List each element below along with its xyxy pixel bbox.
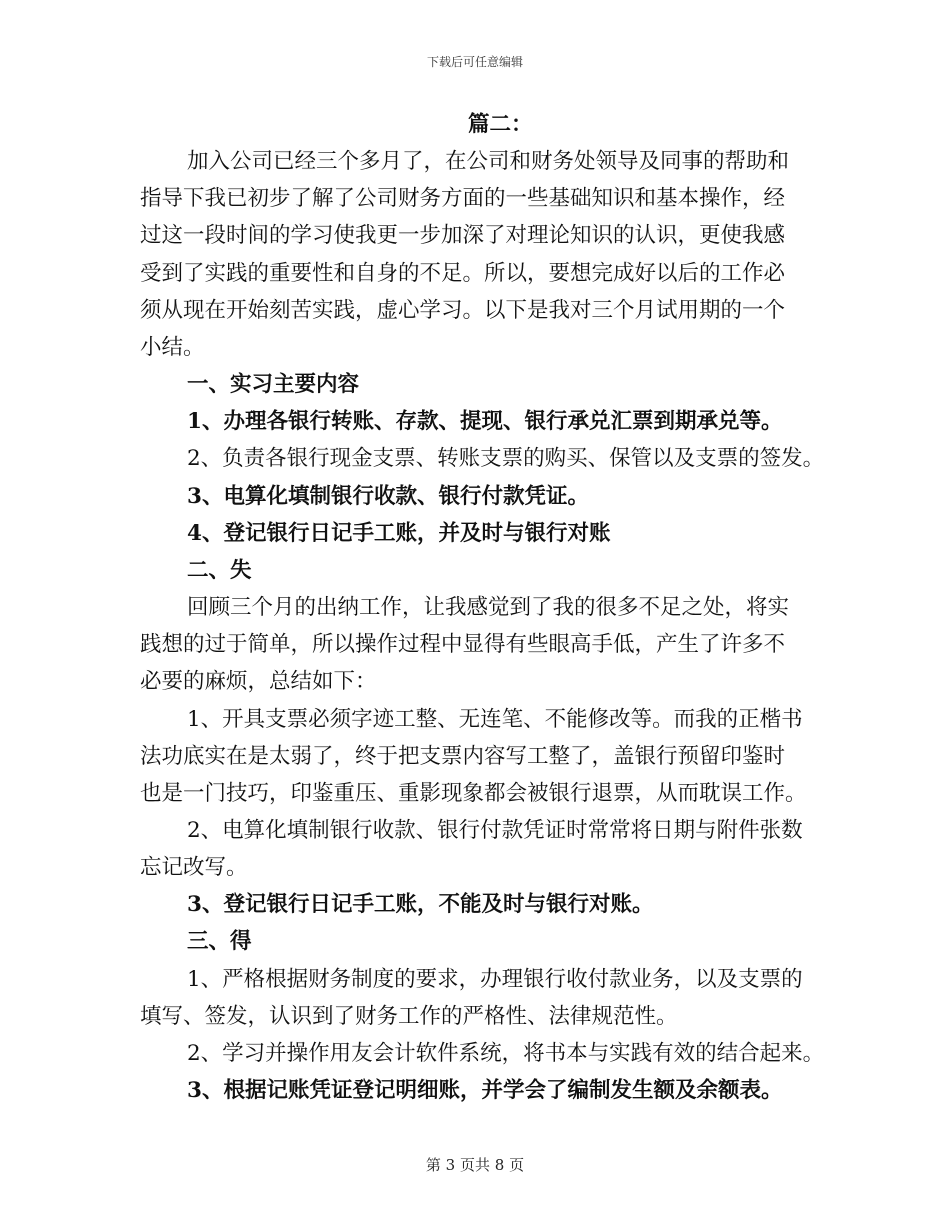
- document-title: 篇二：: [468, 112, 533, 137]
- paragraph: [140, 1035, 840, 1072]
- paragraph: [140, 403, 840, 440]
- paragraph-list: [140, 143, 840, 1109]
- paragraph: [140, 1072, 840, 1109]
- text-line: 3、登记银行日记手工账，不能及时与银行对账。: [187, 892, 654, 918]
- text-line: 2、学习并操作用友会计软件系统，将书本与实践有效的结合起来。: [187, 1040, 825, 1066]
- text-line: 指导下我已初步了解了公司财务方面的一些基础知识和基本操作，经: [140, 186, 786, 212]
- text-line: 过这一段时间的学习使我更一步加深了对理论知识的认识，更使我感: [140, 223, 786, 249]
- paragraph: [140, 366, 840, 403]
- text-line: 三、得: [187, 929, 252, 955]
- text-line: 践想的过于简单，所以操作过程中显得有些眼高手低，产生了许多不: [140, 632, 786, 658]
- text-line: 加入公司已经三个多月了，在公司和财务处领导及同事的帮助和: [187, 149, 790, 175]
- text-line: 1、办理各银行转账、存款、提现、银行承兑汇票到期承兑等。: [187, 409, 783, 435]
- paragraph: [140, 589, 840, 700]
- paragraph: [140, 440, 840, 477]
- paragraph: [140, 515, 840, 552]
- text-line: 回顾三个月的出纳工作，让我感觉到了我的很多不足之处，将实: [187, 595, 790, 621]
- text-line: 一、实习主要内容: [187, 372, 360, 398]
- text-line: 必要的麻烦，总结如下：: [140, 669, 377, 695]
- paragraph: [140, 886, 840, 923]
- paragraph: [140, 701, 840, 812]
- page-footer: 第 3 页共 8 页: [425, 1156, 525, 1174]
- text-line: 也是一门技巧，印鉴重压、重影现象都会被银行退票，从而耽误工作。: [140, 780, 807, 806]
- text-line: 2、负责各银行现金支票、转账支票的购买、保管以及支票的签发。: [187, 446, 825, 472]
- paragraph: [140, 552, 840, 589]
- text-line: 1、开具支票必须字迹工整、无连笔、不能修改等。而我的正楷书: [187, 706, 803, 732]
- page-header: 下载后可任意编辑: [426, 55, 523, 69]
- text-line: 须从现在开始刻苦实践，虚心学习。以下是我对三个月试用期的一个: [140, 297, 786, 323]
- paragraph: [140, 478, 840, 515]
- text-line: 忘记改写。: [140, 855, 248, 881]
- text-line: 受到了实践的重要性和自身的不足。所以，要想完成好以后的工作必: [140, 260, 786, 286]
- text-line: 法功底实在是太弱了，终于把支票内容写工整了，盖银行预留印鉴时: [140, 743, 786, 769]
- document-body: [140, 106, 840, 1109]
- text-line: 4、登记银行日记手工账，并及时与银行对账: [187, 520, 611, 546]
- paragraph: [140, 143, 840, 366]
- text-line: 3、电算化填制银行收款、银行付款凭证。: [187, 483, 589, 509]
- paragraph: [140, 961, 840, 1035]
- text-line: 填写、签发，认识到了财务工作的严格性、法律规范性。: [140, 1003, 678, 1029]
- text-line: 二、失: [187, 557, 252, 583]
- text-line: 1、严格根据财务制度的要求，办理银行收付款业务，以及支票的: [187, 966, 803, 992]
- text-line: 小结。: [140, 334, 205, 360]
- text-line: 2、电算化填制银行收款、银行付款凭证时常常将日期与附件张数: [187, 817, 803, 843]
- paragraph: [140, 923, 840, 960]
- paragraph: [140, 812, 840, 886]
- text-line: 3、根据记账凭证登记明细账，并学会了编制发生额及余额表。: [187, 1078, 783, 1104]
